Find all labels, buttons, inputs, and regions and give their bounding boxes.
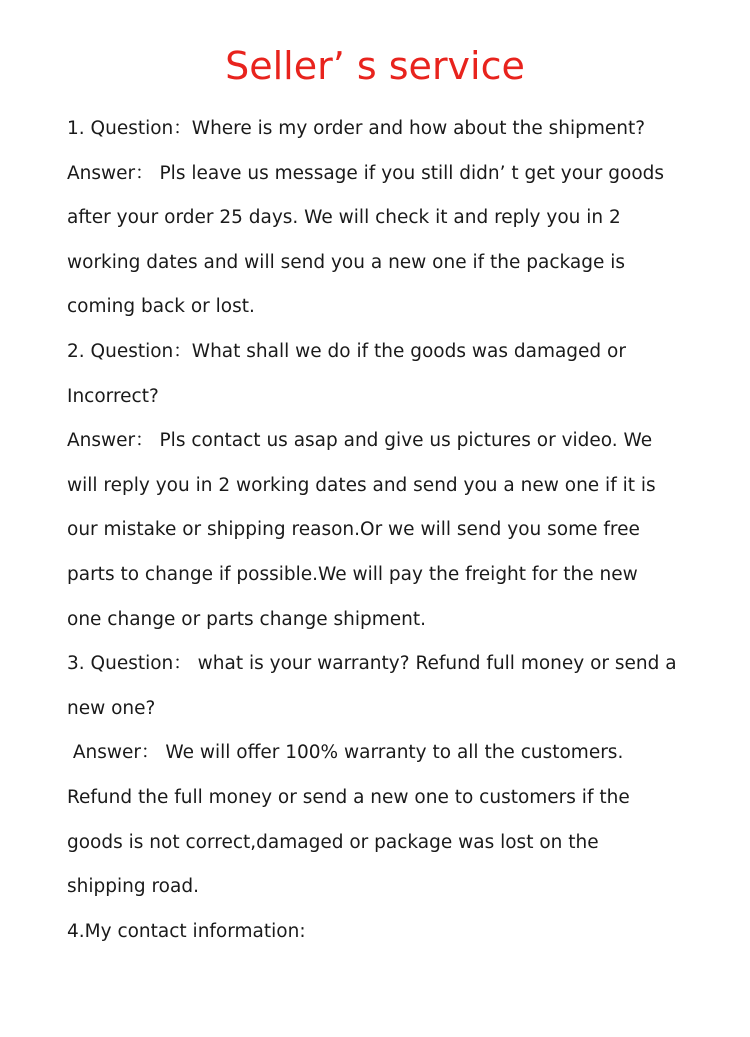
answer-2-line-1: Answer： Pls contact us asap and give us pictures or video. We (67, 430, 653, 452)
answer-3-line-2: Refund the full money or send a new one to customers if the (67, 786, 630, 808)
answer-2-line-3: our mistake or shipping reason.Or we will send you some free (67, 519, 640, 541)
contact-info-heading: 4.My contact information: (67, 920, 306, 942)
answer-3-line-4: shipping road. (67, 876, 199, 898)
question-2-line-2: Incorrect? (67, 385, 159, 407)
answer-3-line-3: goods is not correct,damaged or package was lost on the (67, 831, 599, 853)
page-title: Seller’ s service (225, 44, 525, 88)
answer-3-line-1: Answer： We will offer 100% warranty to all the customers. (67, 742, 624, 764)
answer-2-line-5: one change or parts change shipment. (67, 608, 427, 630)
service-text-body (67, 107, 737, 954)
question-1-line: 1. Question：Where is my order and how about the shipment? (67, 118, 646, 139)
answer-1-line-2: after your order 25 days. We will check it and reply you in 2 (67, 207, 621, 229)
question-3-line-1: 3. Question： what is your warranty? Refund full money or send a (67, 653, 677, 675)
answer-1-line-1: Answer： Pls leave us message if you still didn’ t get your goods (67, 162, 665, 184)
question-3-line-2: new one? (67, 697, 156, 719)
answer-1-line-4: coming back or lost. (67, 296, 255, 318)
answer-2-line-2: will reply you in 2 working dates and send you a new one if it is (67, 474, 656, 496)
question-2-line-1: 2. Question：What shall we do if the goods was damaged or (67, 340, 626, 362)
answer-1-line-3: working dates and will send you a new one if the package is (67, 251, 626, 273)
answer-2-line-4: parts to change if possible.We will pay the freight for the new (67, 563, 638, 585)
